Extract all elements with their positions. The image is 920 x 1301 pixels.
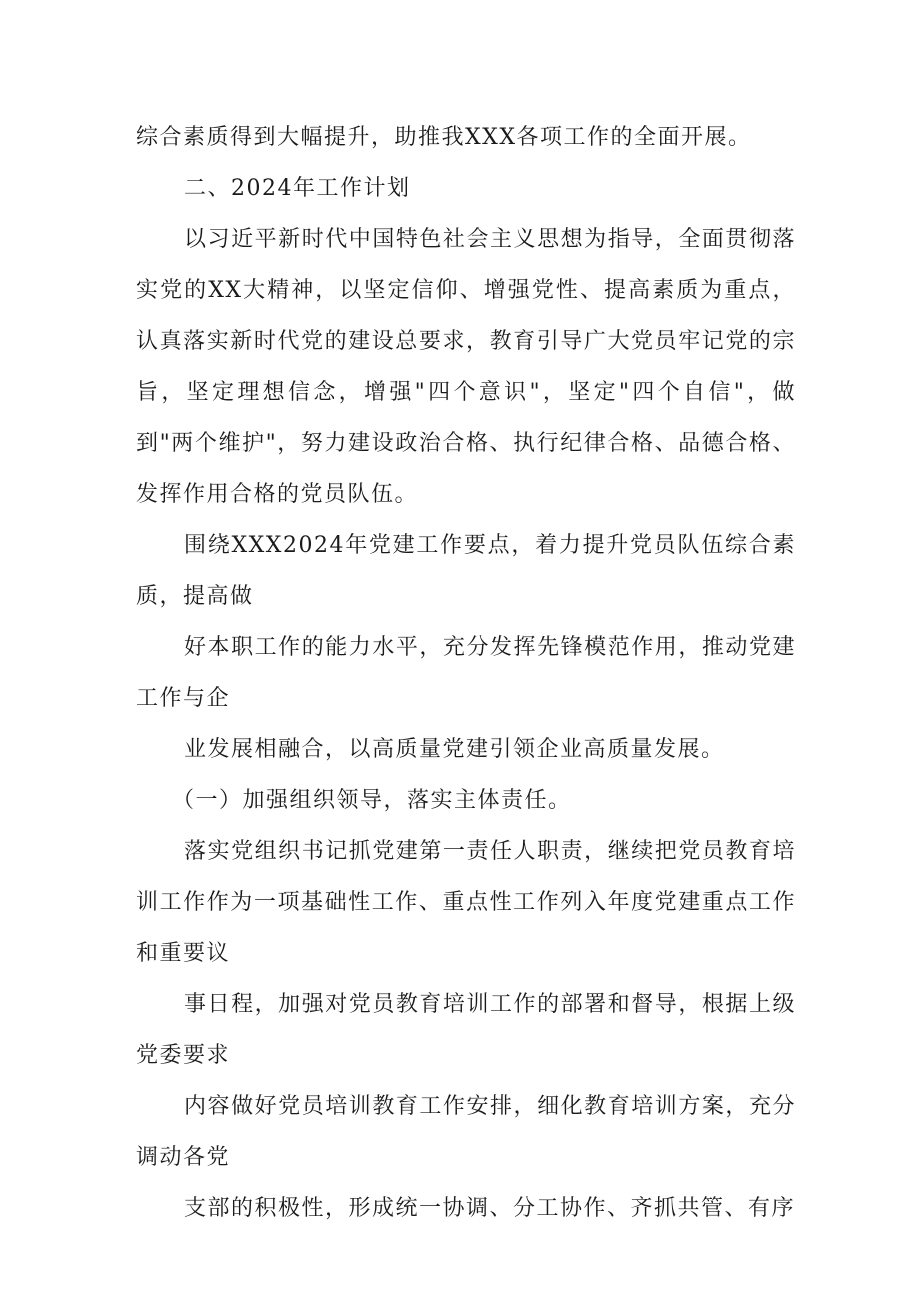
paragraph-leadership-3: 内容做好党员培训教育工作安排，细化教育培训方案，充分调动各党: [136, 1094, 796, 1170]
paragraph-guiding-ideology: 以习近平新时代中国特色社会主义思想为指导，全面贯彻落实党的XX大精神，以坚定信仰、增强党性、提高素质为重点，认真落实新时代党的建设总要求，教育引导广大党员牢记党的宗旨，坚定理想信念，增强"四个意识"，坚定"四个自信"，做到"两个维护"，努力建设政治合格、执行纪律合格、品德合格、发挥作用合格的党员队伍。: [136, 227, 796, 507]
subsection-heading-leadership: （一）加强组织领导，落实主体责任。: [172, 788, 572, 813]
paragraph-work-focus-1: 围绕XXX2024年党建工作要点，着力提升党员队伍综合素质，提高做: [136, 533, 796, 609]
paragraph-leadership-1: 落实党组织书记抓党建第一责任人职责，继续把党员教育培训工作作为一项基础性工作、重点性工作列入年度党建重点工作和重要议: [136, 839, 796, 966]
paragraph-work-focus-2: 好本职工作的能力水平，充分发挥先锋模范作用，推动党建工作与企: [136, 635, 796, 711]
document-body: [136, 112, 796, 1234]
paragraph-summary-tail: 综合素质得到大幅提升，助推我XXX各项工作的全面开展。: [136, 125, 752, 150]
paragraph-work-focus-3: 业发展相融合，以高质量党建引领企业高质量发展。: [184, 737, 725, 762]
paragraph-leadership-2: 事日程，加强对党员教育培训工作的部署和督导，根据上级党委要求: [136, 992, 796, 1068]
paragraph-leadership-4: 支部的积极性，形成统一协调、分工协作、齐抓共管、有序: [184, 1196, 796, 1221]
section-heading-work-plan: 二、2024年工作计划: [184, 176, 411, 201]
